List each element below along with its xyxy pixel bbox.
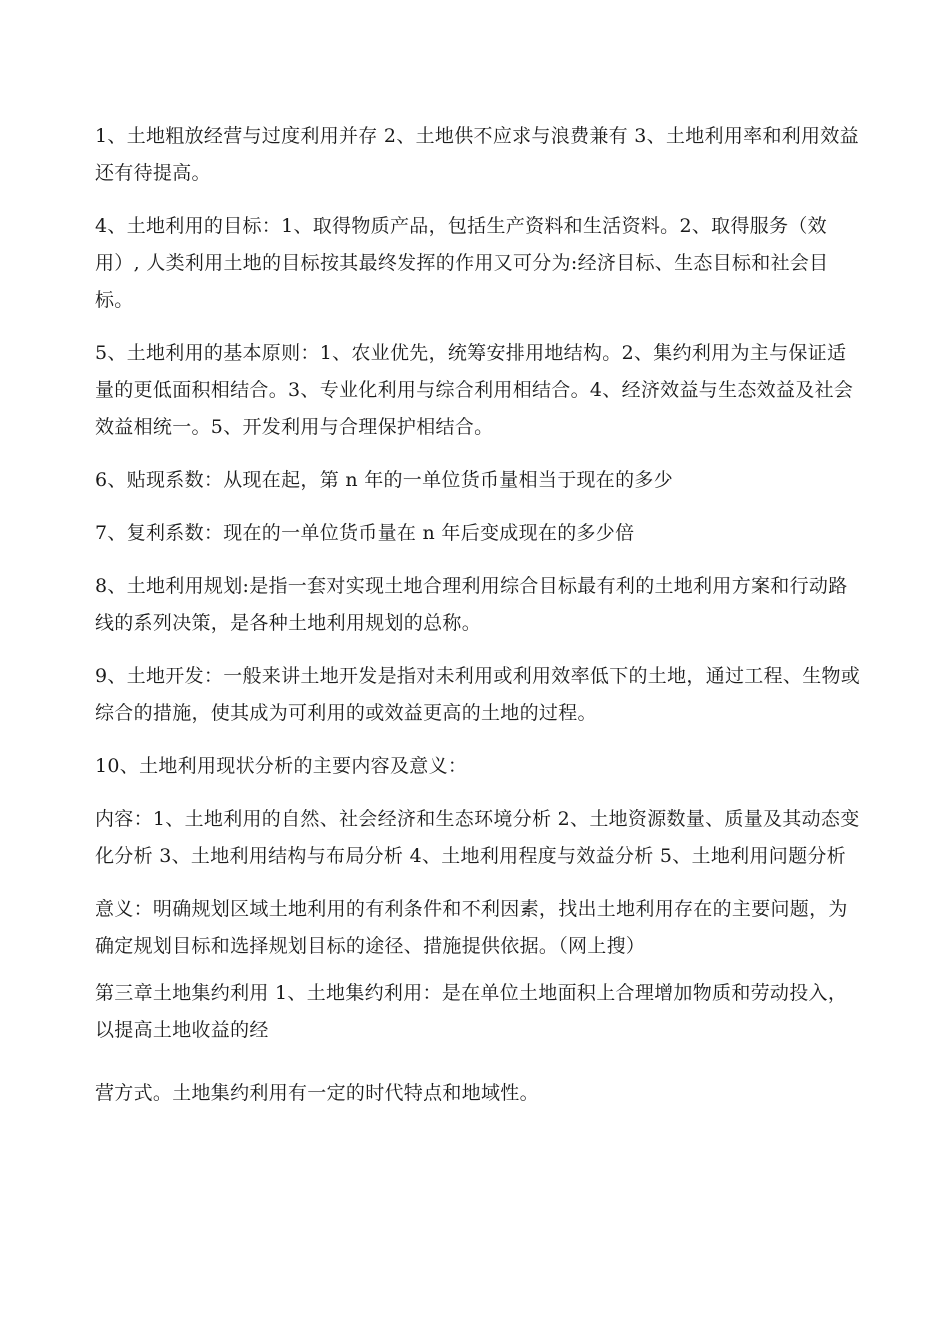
paragraph-land-use-goals: 4、土地利用的目标：1、取得物质产品，包括生产资料和生活资料。2、取得服务（效用）, 人类利用土地的目标按其最终发挥的作用又可分为:经济目标、生态目标和社会目标。 (95, 215, 829, 311)
paragraph-land-development: 9、土地开发：一般来讲土地开发是指对未利用或利用效率低下的土地，通过工程、生物或综合的措施，使其成为可利用的或效益更高的土地的过程。 (95, 665, 861, 724)
paragraph-status-analysis-heading: 10、土地利用现状分析的主要内容及意义： (95, 755, 468, 777)
paragraph-land-problems: 1、土地粗放经营与过度利用并存 2、土地供不应求与浪费兼有 3、土地利用率和利用效益还有待提高。 (95, 125, 859, 184)
document-page (95, 118, 865, 1128)
paragraph-analysis-content: 内容：1、土地利用的自然、社会经济和生态环境分析 2、土地资源数量、质量及其动态变化分析 3、土地利用结构与布局分析 4、土地利用程度与效益分析 5、土地利用问题分析 (95, 808, 860, 867)
paragraph-analysis-significance: 意义：明确规划区域土地利用的有利条件和不利因素，找出土地利用存在的主要问题，为确定规划目标和选择规划目标的途径、措施提供依据。（网上搜） (95, 898, 848, 957)
paragraph-discount-factor: 6、贴现系数：从现在起，第 n 年的一单位货币量相当于现在的多少 (95, 469, 674, 491)
paragraph-intensive-use-continuation: 营方式。土地集约利用有一定的时代特点和地域性。 (95, 1082, 539, 1104)
paragraph-chapter-three-intensive-use: 第三章土地集约利用 1、土地集约利用：是在单位土地面积上合理增加物质和劳动投入，以提高土地收益的经 (95, 982, 848, 1041)
paragraph-land-use-planning: 8、土地利用规划:是指一套对实现土地合理利用综合目标最有利的土地利用方案和行动路线的系列决策，是各种土地利用规划的总称。 (95, 575, 848, 634)
paragraph-compound-factor: 7、复利系数：现在的一单位货币量在 n 年后变成现在的多少倍 (95, 522, 635, 544)
paragraph-land-use-principles: 5、土地利用的基本原则：1、农业优先，统筹安排用地结构。2、集约利用为主与保证适量的更低面积相结合。3、专业化利用与综合利用相结合。4、经济效益与生态效益及社会效益相统一。5、开发利用与合理保护相结合。 (95, 342, 854, 438)
